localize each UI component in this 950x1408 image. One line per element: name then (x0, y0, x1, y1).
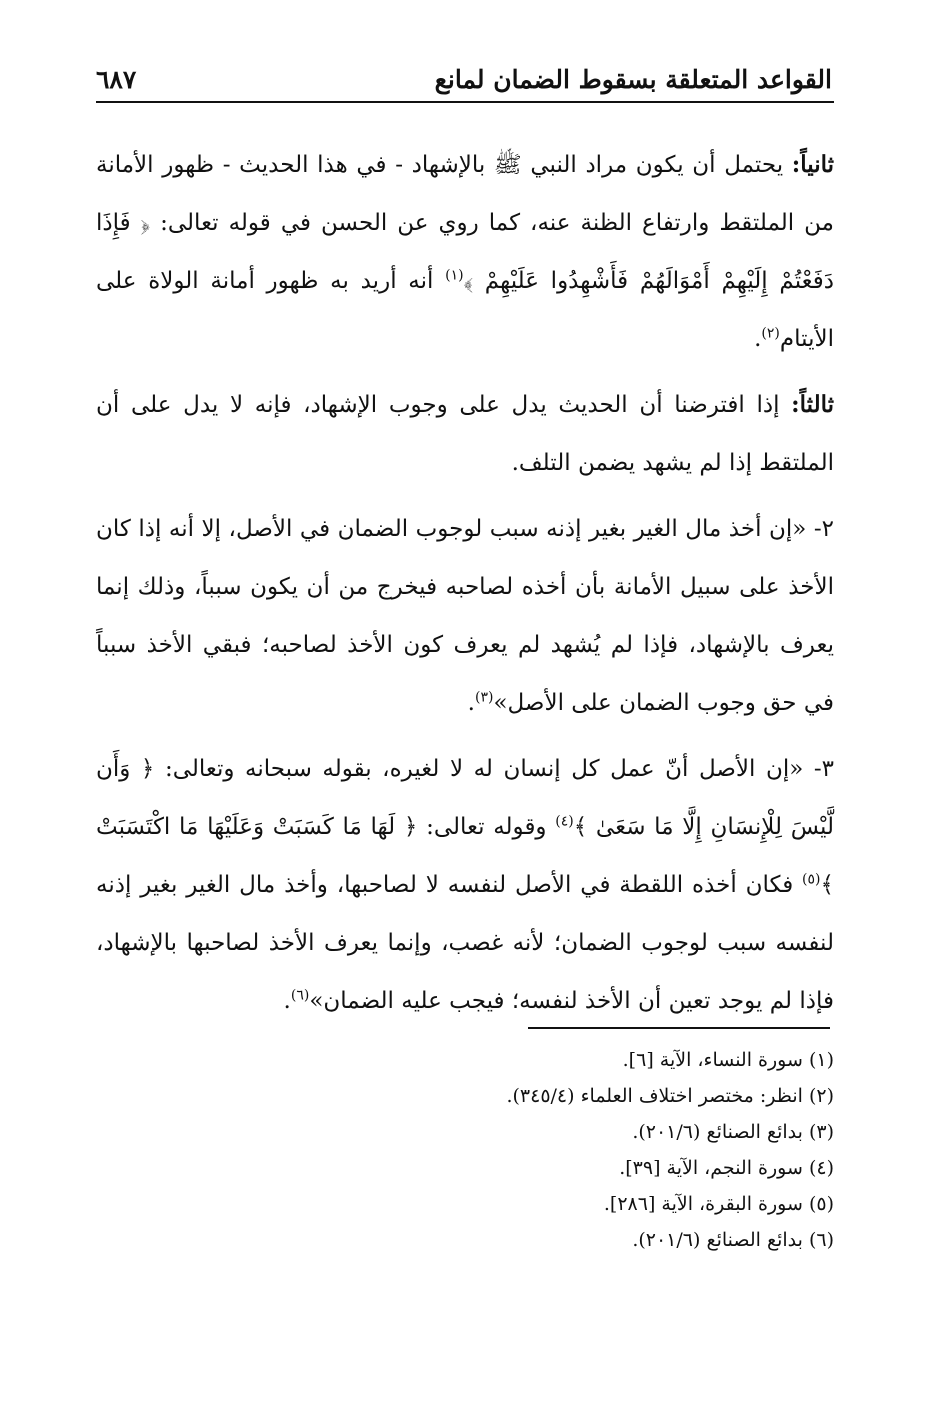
paragraph-text: . (283, 988, 291, 1014)
page-number: ٦٨٧ (96, 65, 137, 94)
footnote-item: (٣) بدائع الصنائع (٢٠١/٦). (632, 1121, 834, 1143)
paragraph-secondly (96, 136, 834, 368)
footnote-item: (٦) بدائع الصنائع (٢٠١/٦). (632, 1229, 834, 1251)
running-title: القواعد المتعلقة بسقوط الضمان لمانع (434, 65, 832, 94)
body-text (96, 136, 834, 1038)
footnote-item: (٢) انظر: مختصر اختلاف العلماء (٣٤٥/٤). (506, 1085, 834, 1107)
paragraph-text: وقوله تعالى: ﴿ لَهَا مَا كَسَبَتْ وَعَلَيْهَا مَا اكْتَسَبَتْ ﴾ (96, 814, 834, 898)
paragraph-lead: ثانياً: (791, 151, 834, 178)
paragraph-text: . (467, 690, 475, 716)
paragraph-point-3 (96, 740, 834, 1030)
paragraph-text: إذا افترضنا أن الحديث يدل على وجوب الإشهاد، فإنه لا يدل على أن الملتقط إذا لم يشهد يضمن التلف. (96, 392, 834, 476)
footnote-item: (١) سورة النساء، الآية [٦]. (622, 1049, 834, 1071)
footnote-ref[interactable]: (٣) (474, 689, 494, 706)
footnote-ref[interactable]: (٦) (290, 987, 310, 1004)
footnote-ref[interactable]: (٤) (555, 813, 574, 830)
paragraph-text: يحتمل أن يكون مراد النبي ﷺ بالإشهاد - في هذا الحديث - ظهور الأمانة من الملتقط وارتفاع الظنة عنه، كما روي عن الحسن في قوله تعالى: ﴿ فَإِذَا دَفَعْتُمْ إِلَيْهِمْ أَمْوَالَهُمْ فَأَشْهِدُوا عَلَيْهِمْ ﴾ (96, 152, 834, 294)
footnote-rule (528, 1027, 830, 1029)
footnote-ref[interactable]: (٢) (761, 325, 780, 342)
running-head (96, 62, 832, 98)
paragraph-text: أنه أريد به ظهور أمانة الولاة على الأيتام (96, 268, 834, 352)
footnote-item: (٥) سورة البقرة، الآية [٢٨٦]. (603, 1193, 834, 1215)
footnote-ref[interactable]: (١) (445, 267, 464, 284)
paragraph-text: . (754, 326, 762, 352)
header-rule (96, 101, 834, 103)
footnotes (300, 1042, 834, 1258)
paragraph-text: ٢- «إن أخذ مال الغير بغير إذنه سبب لوجوب الضمان في الأصل، إلا أنه إذا كان الأخذ على سبيل الأمانة بأن أخذه لصاحبه فيخرج من أن يكون سبباً، وذلك إنما يعرف بالإشهاد، فإذا لم يُشهد لم يعرف كون الأخذ لصاحبه؛ فبقي الأخذ سبباً في حق وجوب الضمان على الأصل» (96, 516, 834, 716)
footnote-ref[interactable]: (٥) (802, 871, 821, 888)
paragraph-thirdly (96, 376, 834, 492)
paragraph-text: ٣- «إن الأصل أنّ عمل كل إنسان له لا لغيره، بقوله سبحانه وتعالى: ﴿ وَأَن لَّيْسَ لِلْإِنسَانِ إِلَّا مَا سَعَىٰ ﴾ (96, 756, 834, 840)
paragraph-point-2 (96, 500, 834, 732)
paragraph-lead: ثالثاً: (791, 391, 834, 418)
paragraph-text: فكان أخذه اللقطة في الأصل لنفسه لا لصاحبها، وأخذ مال الغير بغير إذنه لنفسه سبب لوجوب الضمان؛ لأنه غصب، وإنما يعرف الأخذ لصاحبها بالإشهاد، فإذا لم يوجد تعين أن الأخذ لنفسه؛ فيجب عليه الضمان» (96, 872, 834, 1014)
footnote-item: (٤) سورة النجم، الآية [٣٩]. (619, 1157, 834, 1179)
